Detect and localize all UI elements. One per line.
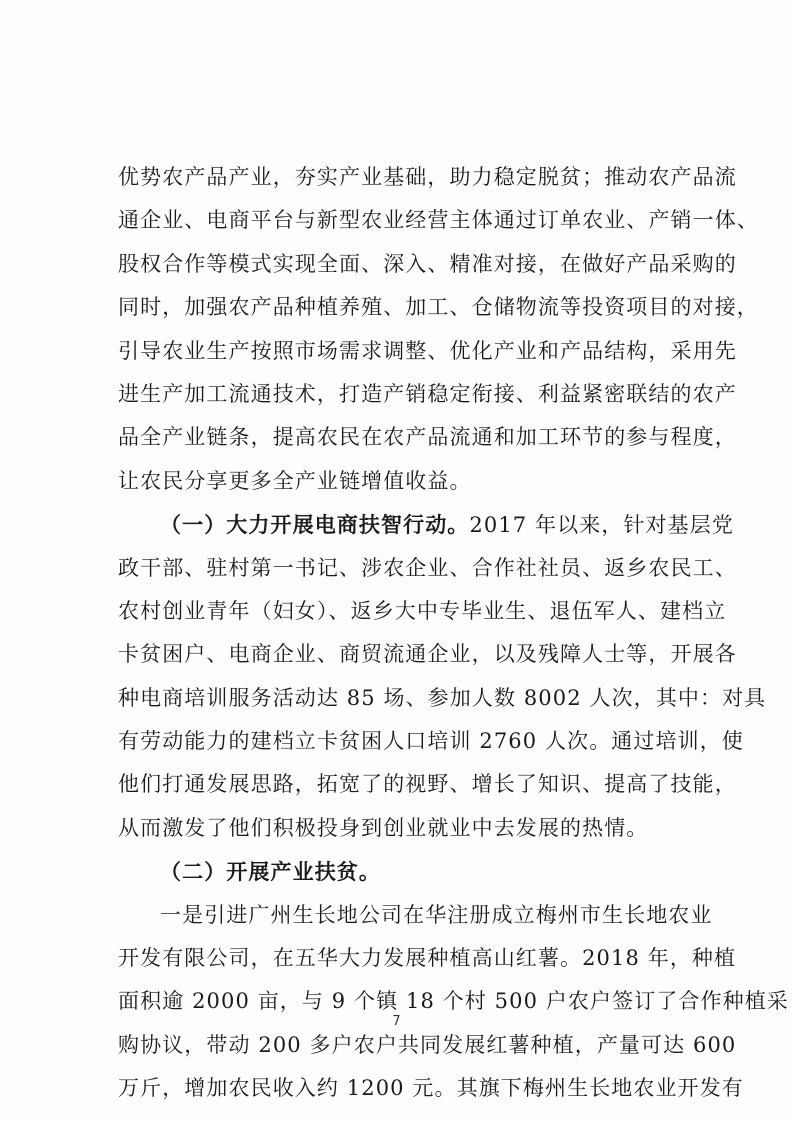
text-line: 农村创业青年（妇女）、返乡大中专毕业生、退伍军人、建档立 <box>118 598 727 623</box>
text-line: 开发有限公司，在五华大力发展种植高山红薯。2018 年，种植 <box>118 946 737 971</box>
paragraph-3 <box>118 894 789 1111</box>
text-line: 优势农产品产业，夯实产业基础，助力稳定脱贫；推动农产品流 <box>118 165 737 189</box>
text-line: 同时，加强农产品种植养殖、加工、仓储物流等投资项目的对接， <box>118 295 759 320</box>
section-heading: （一）大力开展电商扶智行动。 <box>160 512 470 538</box>
section-1-first-line <box>118 503 734 546</box>
text-line: 品全产业链条，提高农民在农产品流通和加工环节的参与程度， <box>118 425 737 450</box>
text-line: 有劳动能力的建档立卡贫困人口培训 2760 人次。通过培训，使 <box>118 729 744 754</box>
page-number: 7 <box>392 1014 401 1029</box>
text-line: 种电商培训服务活动达 85 场、参加人数 8002 人次，其中：对具 <box>118 685 767 710</box>
text-line: 进生产加工流通技术，打造产销稳定衔接、利益紧密联结的农产 <box>118 381 737 406</box>
text-line: 股权合作等模式实现全面、深入、精准对接，在做好产品采购的 <box>118 251 737 276</box>
text-line: 从而激发了他们积极投身到创业就业中去发展的热情。 <box>118 815 649 840</box>
text-line: 一是引进广州生长地公司在华注册成立梅州市生长地农业 <box>160 902 713 927</box>
text-line: 让农民分享更多全产业链增值收益。 <box>118 468 472 493</box>
text-line: 政干部、驻村第一书记、涉农企业、合作社社员、返乡农民工、 <box>118 555 737 580</box>
text-line: 卡贫困户、电商企业、商贸流通企业，以及残障人士等，开展各 <box>118 642 737 667</box>
text-line: 万斤，增加农民收入约 1200 元。其旗下梅州生长地农业开发有 <box>118 1076 744 1101</box>
text-line: 面积逾 2000 亩，与 9 个镇 18 个村 500 户农户签订了合作种植采 <box>118 989 789 1014</box>
section-heading: （二）开展产业扶贫。 <box>160 859 381 885</box>
paragraph-1 <box>118 156 759 503</box>
document-body <box>118 156 789 1111</box>
section-2 <box>118 850 698 893</box>
text-run: 2017 年以来，针对基层党 <box>469 513 734 538</box>
text-line: 引导农业生产按照市场需求调整、优化产业和产品结构，采用先 <box>118 338 737 363</box>
section-1 <box>118 503 767 850</box>
text-line: 购协议，带动 200 多户农户共同发展红薯种植，产量可达 600 <box>118 1032 737 1057</box>
text-line: 他们打通发展思路，拓宽了的视野、增长了知识、提高了技能， <box>118 772 737 797</box>
text-line: 通企业、电商平台与新型农业经营主体通过订单农业、产销一体、 <box>118 208 759 233</box>
